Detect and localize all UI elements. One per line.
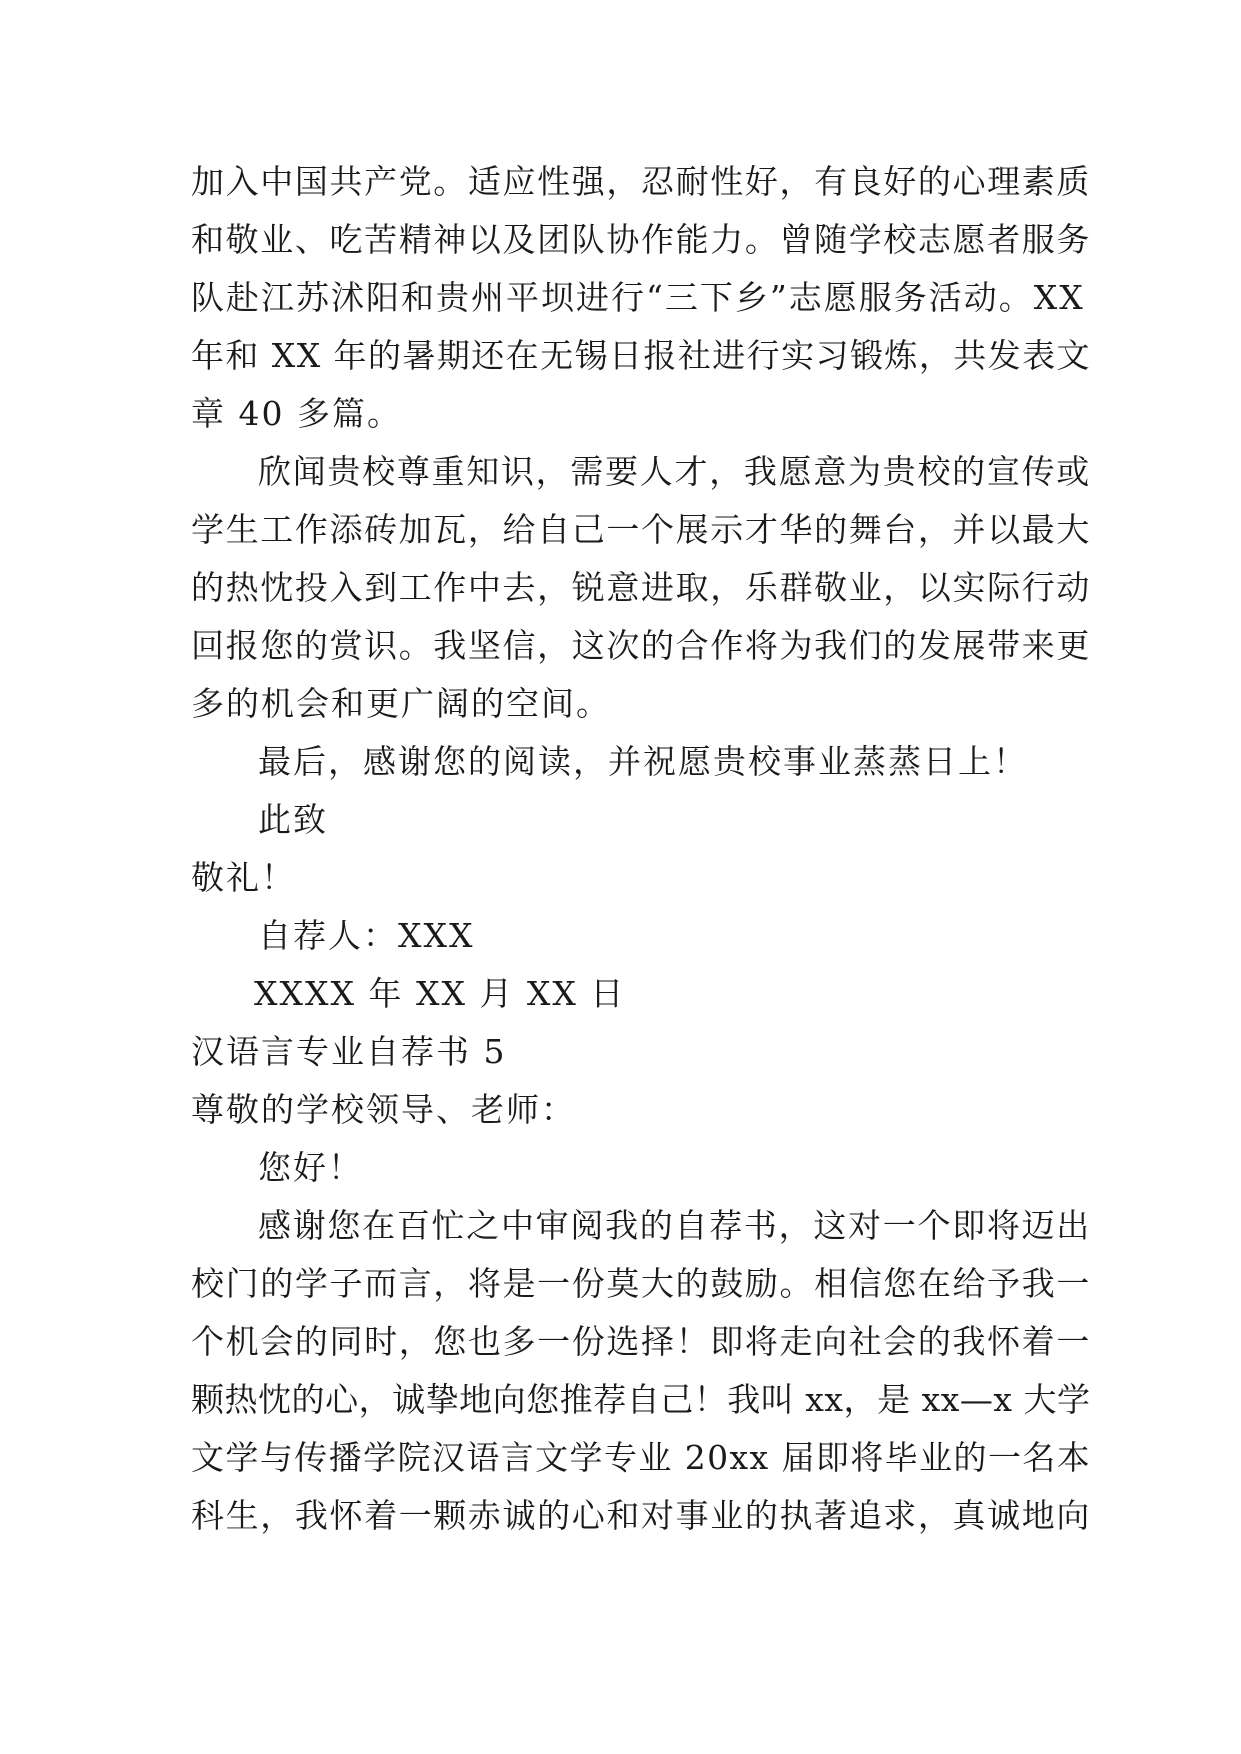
paragraph-line: 回报您的赏识。我坚信，这次的合作将为我们的发展带来更 [191, 626, 1091, 665]
paragraph-line: 校门的学子而言，将是一份莫大的鼓励。相信您在给予我一 [191, 1264, 1091, 1303]
paragraph-line: 多的机会和更广阔的空间。 [191, 684, 611, 723]
paragraph-line: 颗热忱的心，诚挚地向您推荐自己！我叫 xx，是 xx—x 大学 [191, 1380, 1091, 1419]
salutation-cizhi: 此致 [258, 800, 328, 839]
salutation-jingli: 敬礼！ [191, 858, 296, 897]
paragraph-line: 加入中国共产党。适应性强，忍耐性好，有良好的心理素质 [191, 162, 1091, 201]
paragraph-line: 队赴江苏沭阳和贵州平坝进行“三下乡”志愿服务活动。XX [191, 278, 1085, 317]
date-line: XXXX 年 XX 月 XX 日 [254, 974, 626, 1013]
paragraph-line: 科生，我怀着一颗赤诚的心和对事业的执著追求，真诚地向 [191, 1496, 1091, 1535]
paragraph-line: 文学与传播学院汉语言文学专业 20xx 届即将毕业的一名本 [191, 1438, 1092, 1477]
greeting-recipient: 尊敬的学校领导、老师： [191, 1090, 576, 1129]
paragraph-line: 学生工作添砖加瓦，给自己一个展示才华的舞台，并以最大 [191, 510, 1091, 549]
section-title: 汉语言专业自荐书 5 [191, 1032, 507, 1071]
paragraph-line: 年和 XX 年的暑期还在无锡日报社进行实习锻炼，共发表文 [191, 336, 1091, 375]
greeting-hello: 您好！ [258, 1148, 363, 1187]
signature-line: 自荐人：XXX [258, 916, 475, 955]
paragraph-line: 欣闻贵校尊重知识，需要人才，我愿意为贵校的宣传或 [258, 452, 1091, 491]
paragraph-line: 章 40 多篇。 [191, 394, 402, 433]
paragraph-line: 个机会的同时，您也多一份选择！即将走向社会的我怀着一 [191, 1322, 1091, 1361]
paragraph-line: 感谢您在百忙之中审阅我的自荐书，这对一个即将迈出 [258, 1206, 1091, 1245]
paragraph-line: 的热忱投入到工作中去，锐意进取，乐群敬业，以实际行动 [191, 568, 1091, 607]
closing-line: 最后，感谢您的阅读，并祝愿贵校事业蒸蒸日上！ [258, 742, 1028, 781]
paragraph-line: 和敬业、吃苦精神以及团队协作能力。曾随学校志愿者服务 [191, 220, 1091, 259]
